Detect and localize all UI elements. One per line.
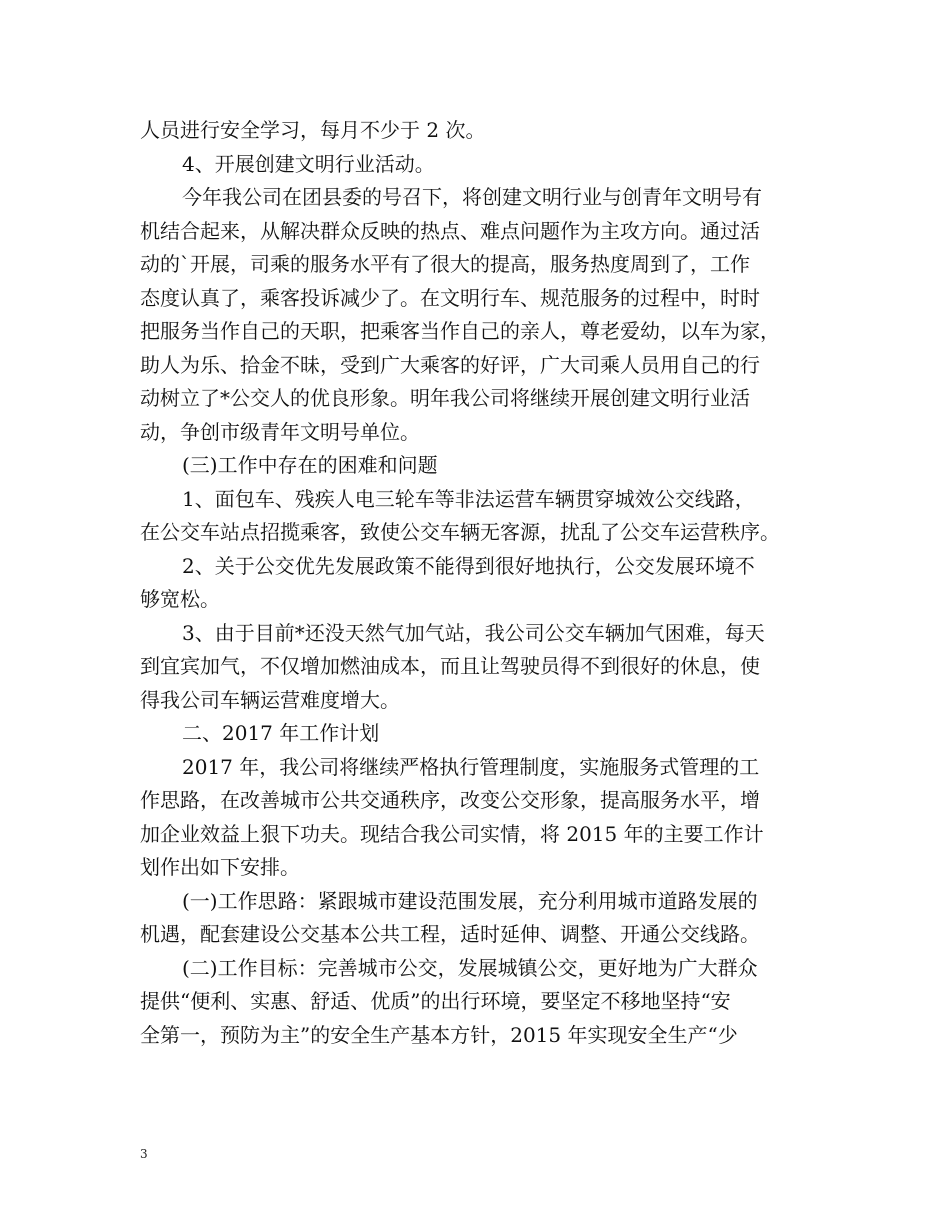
text-line: (一)工作思路：紧跟城市建设范围发展，充分利用城市道路发展的: [182, 888, 758, 913]
text-line: 动树立了*公交人的优良形象。明年我公司将继续开展创建文明行业活: [140, 386, 750, 410]
text-line: 助人为乐、拾金不昧，受到广大乘客的好评，广大司乘人员用自己的行: [140, 352, 760, 377]
text-line: 把服务当作自己的天职，把乘客当作自己的亲人，尊老爱幼，以车为家，: [140, 319, 780, 343]
text-line: 动的`开展，司乘的服务水平有了很大的提高，服务热度周到了，工作: [140, 252, 750, 276]
text-line: 在公交车站点招揽乘客，致使公交车辆无客源，扰乱了公交车运营秩序。: [140, 520, 780, 544]
text-line: (二)工作目标：完善城市公交，发展城镇公交，更好地为广大群众: [182, 955, 758, 980]
text-line: 2、关于公交优先发展政策不能得到很好地执行，公交发展环境不: [182, 553, 755, 578]
text-line: 作思路，在改善城市公共交通秩序，改变公交形象，提高服务水平，增: [140, 788, 760, 812]
text-line: 提供“便利、实惠、舒适、优质”的出行环境，要坚定不移地坚持“安: [140, 989, 731, 1013]
text-line: 今年我公司在团县委的号召下，将创建文明行业与创青年文明号有: [182, 185, 762, 209]
text-line: 3、由于目前*还没天然气加气站，我公司公交车辆加气困难，每天: [182, 620, 765, 645]
text-line: 够宽松。: [140, 587, 220, 611]
body-text: [140, 114, 820, 1052]
text-line: 人员进行安全学习，每月不少于 2 次。: [140, 118, 486, 142]
text-line: (三)工作中存在的困难和问题: [182, 453, 438, 477]
page-number: 3: [140, 1147, 148, 1161]
text-line: 加企业效益上狠下功夫。现结合我公司实情，将 2015 年的主要工作计: [140, 821, 764, 846]
text-line: 态度认真了，乘客投诉减少了。在文明行车、规范服务的过程中，时时: [140, 285, 760, 310]
text-line: 机遇，配套建设公交基本公共工程，适时延伸、调整、开通公交线路。: [140, 922, 760, 946]
text-line: 到宜宾加气，不仅增加燃油成本，而且让驾驶员得不到很好的休息，使: [140, 654, 760, 678]
text-line: 动，争创市级青年文明号单位。: [140, 419, 420, 444]
text-line: 二、2017 年工作计划: [182, 721, 380, 745]
text-line: 全第一，预防为主”的安全生产基本方针，2015 年实现安全生产“少: [140, 1022, 738, 1047]
text-line: 1、面包车、残疾人电三轮车等非法运营车辆贯穿城效公交线路，: [182, 486, 755, 511]
text-line: 4、开展创建文明行业活动。: [182, 151, 435, 176]
text-line: 2017 年，我公司将继续严格执行管理制度，实施服务式管理的工: [182, 754, 760, 779]
text-line: 划作出如下安排。: [140, 855, 300, 879]
text-line: 机结合起来，从解决群众反映的热点、难点问题作为主攻方向。通过活: [140, 218, 760, 243]
text-line: 得我公司车辆运营难度增大。: [140, 687, 400, 712]
